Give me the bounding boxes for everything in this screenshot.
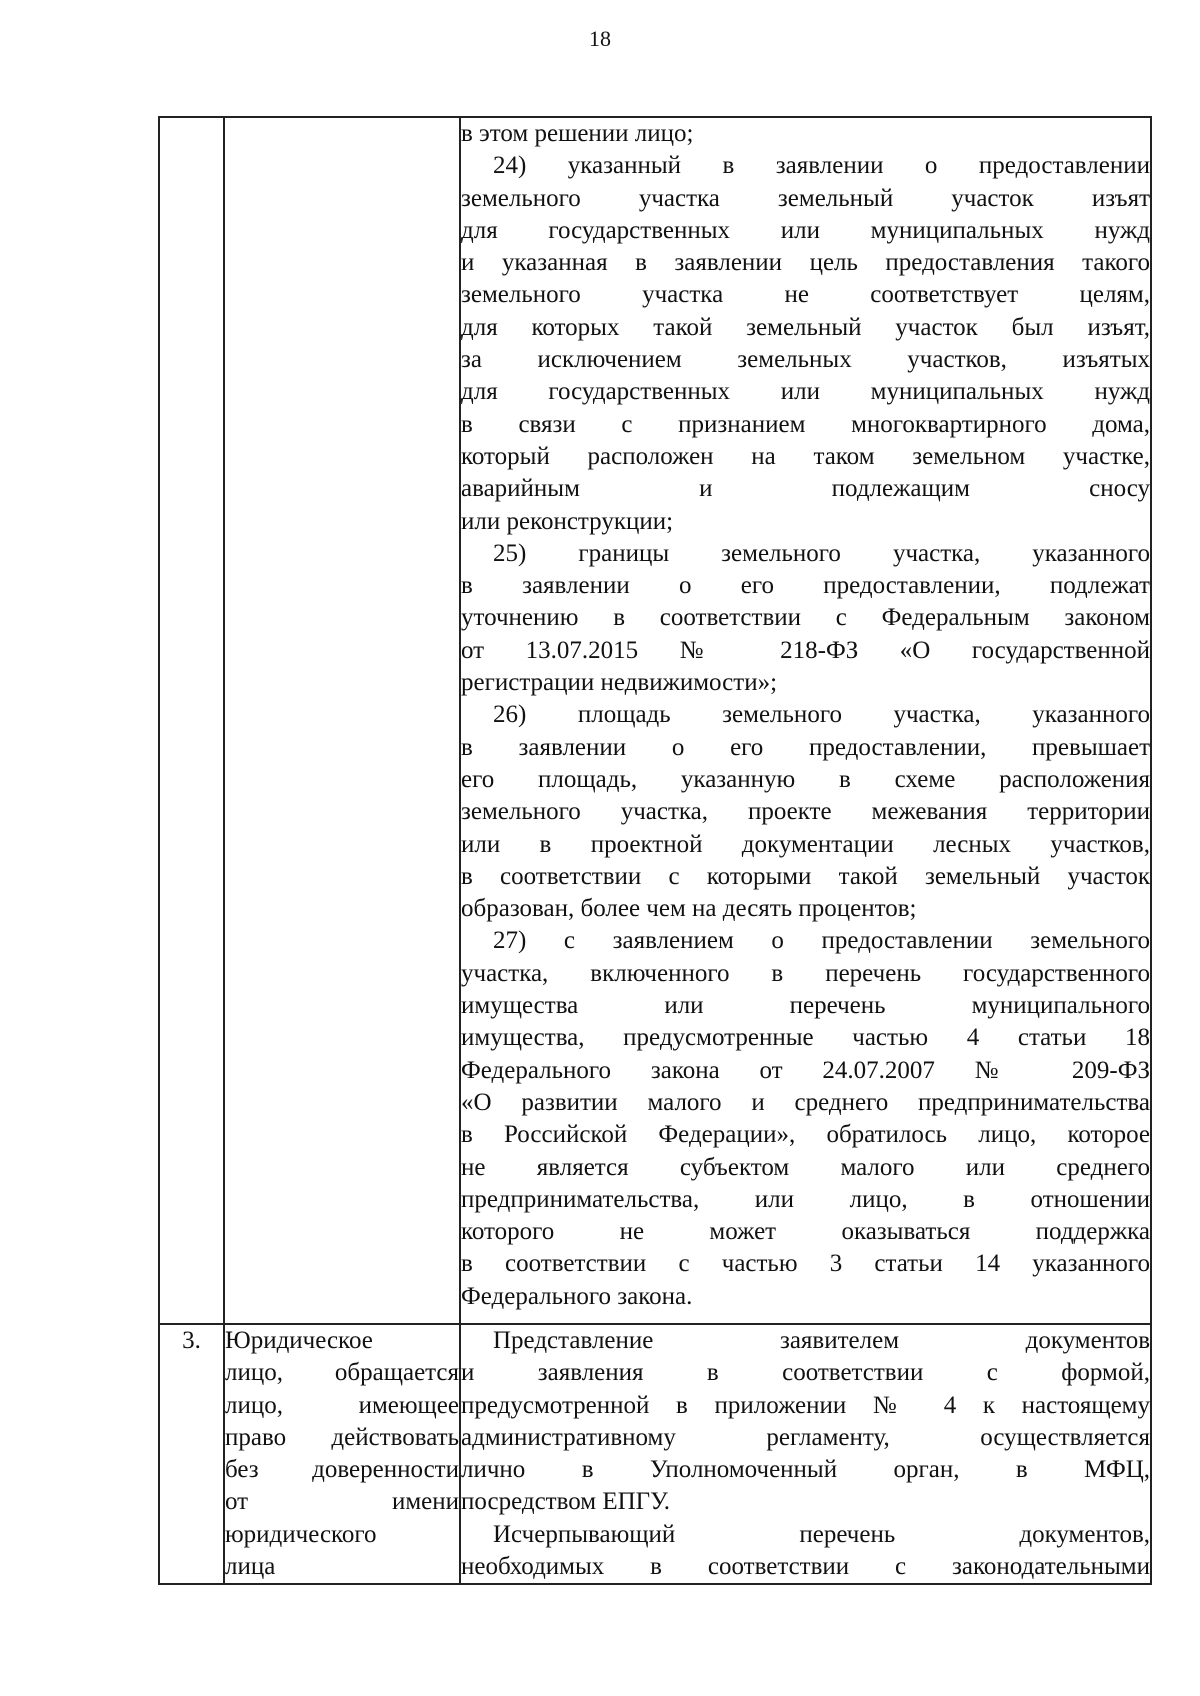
grounds-text-cell [460,117,1151,1324]
text-line: и указанная в заявлении цель предоставления такого [461,249,1150,277]
text-line: административному регламенту, осуществляется [461,1423,1150,1451]
text-line: Юридическое [225,1327,373,1354]
procedure-text-cell [460,1324,1151,1584]
text-line: земельного участка земельный участок изъят [461,184,1150,212]
text-line: для государственных или муниципальных нужд [461,216,1150,244]
table-row [159,117,1151,1324]
text-line: уточнению в соответствии с Федеральным законом [461,604,1150,632]
row-number-cell [159,117,224,1324]
text-line: в соответствии с которыми такой земельный участок [461,862,1150,890]
row-number-cell: 3. [159,1324,224,1584]
text-line: лично в Уполномоченный орган, в МФЦ, [461,1456,1150,1484]
text-line: 27) с заявлением о предоставлении земельного [493,927,1150,955]
text-line: или реконструкции; [461,507,674,535]
text-line: имущества, предусмотренные частью 4 статьи 18 [461,1024,1150,1052]
text-line: земельного участка не соответствует целям, [461,281,1150,309]
text-line: которого не может оказываться поддержка [461,1218,1150,1246]
text-line: его площадь, указанную в схеме расположения [461,765,1150,793]
text-line: для государственных или муниципальных нужд [461,378,1150,406]
text-line: для которых такой земельный участок был изъят, [461,313,1150,341]
text-line: аварийным и подлежащим сносу [461,475,1150,503]
text-line: в связи с признанием многоквартирного дома, [461,410,1150,438]
text-line: участка, включенного в перечень государственного [461,959,1150,987]
text-line: 26) площадь земельного участка, указанного [493,701,1150,729]
text-line: за исключением земельных участков, изъятых [461,346,1150,374]
page-number: 18 [589,26,611,51]
text-line: в заявлении о его предоставлении, подлежат [461,572,1150,600]
text-line: Представление заявителем документов [493,1327,1150,1354]
text-line: в заявлении о его предоставлении, превышает [461,733,1150,761]
text-line: право действовать [225,1423,459,1451]
text-line: земельного участка, проекте межевания территории [461,798,1150,826]
table-row [159,1324,1151,1584]
text-line: Федерального закона. [461,1282,693,1310]
text-line: в соответствии с частью 3 статьи 14 указанного [461,1250,1150,1278]
text-line: или в проектной документации лесных участков, [461,830,1150,858]
text-line: посредством ЕПГУ. [461,1488,670,1516]
applicant-cell [224,1324,460,1584]
text-line: от имени [225,1488,459,1516]
applicant-cell [224,117,460,1324]
text-line: предпринимательства, или лицо, в отношении [461,1185,1150,1213]
text-line: 24) указанный в заявлении о предоставлении [493,152,1150,180]
text-line: в Российской Федерации», обратилось лицо, которое [461,1121,1150,1149]
text-line: юридического [225,1520,377,1548]
document-table [158,116,1152,1585]
text-line: Исчерпывающий перечень документов, [493,1520,1150,1548]
text-line: имущества или перечень муниципального [461,992,1150,1020]
text-line: лица [225,1553,276,1581]
text-line: необходимых в соответствии с законодательными [461,1553,1150,1581]
text-line: лицо, обращается [225,1359,459,1387]
text-line: от 13.07.2015 № 218-ФЗ «О государственной [461,636,1150,664]
text-line: «О развитии малого и среднего предпринимательства [461,1088,1150,1116]
text-line: предусмотренной в приложении № 4 к настоящему [461,1391,1150,1419]
text-line: не является субъектом малого или среднего [461,1153,1150,1181]
text-line: регистрации недвижимости»; [461,669,778,697]
text-line: без доверенности [225,1456,459,1484]
text-line: в этом решении лицо; [461,120,694,147]
text-line: лицо, имеющее [225,1391,459,1419]
text-line: который расположен на таком земельном участке, [461,442,1150,470]
text-line: Федерального закона от 24.07.2007 № 209-ФЗ [461,1056,1150,1084]
text-line: и заявления в соответствии с формой, [461,1359,1150,1387]
text-line: 25) границы земельного участка, указанного [493,539,1150,567]
text-line: образован, более чем на десять процентов; [461,895,917,923]
